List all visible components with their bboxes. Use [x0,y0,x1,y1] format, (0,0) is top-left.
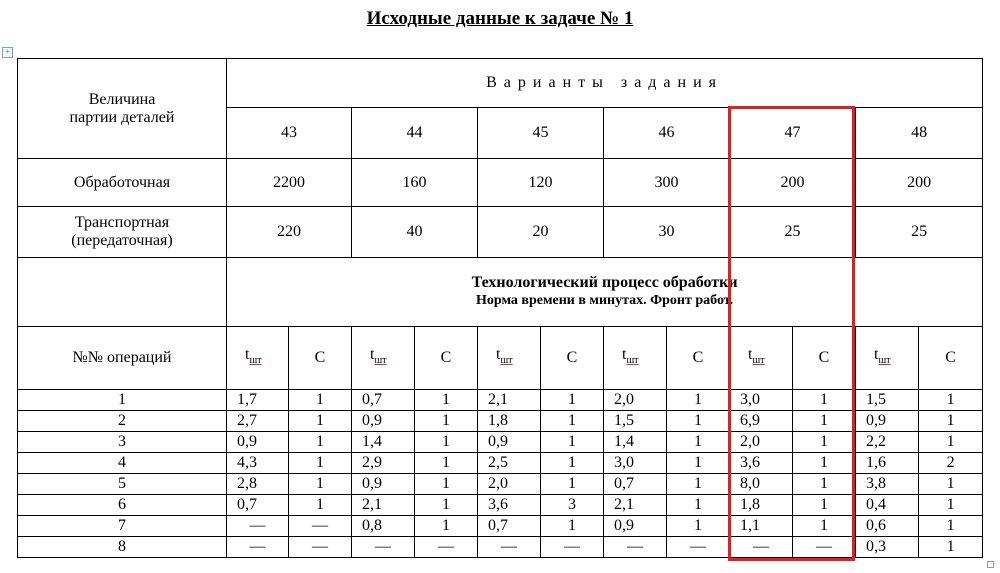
workstations-cell: 1 [919,495,983,516]
time-norm-cell: — [478,537,541,558]
operation-number: 1 [18,390,227,411]
time-norm-cell: — [604,537,667,558]
transport-batch-value: 25 [856,207,983,258]
transport-batch-value: 30 [604,207,730,258]
variant-number: 45 [478,108,604,159]
time-norm-header: $t_{шт}$ [478,327,541,390]
time-norm-cell: 3,8 [856,474,919,495]
transport-batch-value: 220 [227,207,352,258]
source-data-table [17,58,983,558]
time-norm-cell: 2,1 [352,495,415,516]
time-norm-cell: 1,4 [352,432,415,453]
time-norm-cell: 1,6 [856,453,919,474]
time-norm-cell: 0,7 [604,474,667,495]
transport-batch-value: 25 [730,207,856,258]
workstations-cell: 1 [793,390,856,411]
time-norm-cell: — [730,537,793,558]
workstations-cell: 1 [415,495,478,516]
time-norm-cell: 2,5 [478,453,541,474]
workstations-cell: — [415,537,478,558]
processing-batch-value: 200 [856,159,983,207]
time-norm-cell: — [227,516,289,537]
processing-batch-value: 200 [730,159,856,207]
workstations-cell: 1 [415,516,478,537]
time-norm-cell: 2,8 [227,474,289,495]
operation-number: 6 [18,495,227,516]
workstations-cell: 1 [415,411,478,432]
workstations-header: С [289,327,352,390]
workstations-cell: 1 [289,453,352,474]
time-norm-cell: 2,0 [478,474,541,495]
time-norm-cell: — [352,537,415,558]
time-norm-header: $t_{шт}$ [227,327,289,390]
batch-size-label: Величина партии деталей [18,59,227,159]
time-norm-header: $t_{шт}$ [730,327,793,390]
time-norm-cell: 2,1 [604,495,667,516]
workstations-cell: — [793,537,856,558]
variants-heading: Варианты задания [227,59,983,108]
workstations-cell: 1 [541,390,604,411]
transport-batch-value: 40 [352,207,478,258]
workstations-cell: 1 [289,432,352,453]
workstations-cell: 1 [541,411,604,432]
variant-number: 47 [730,108,856,159]
processing-batch-value: 160 [352,159,478,207]
workstations-cell: 1 [793,453,856,474]
workstations-header: С [919,327,983,390]
workstations-cell: — [289,537,352,558]
workstations-cell: 1 [541,474,604,495]
time-norm-cell: 0,6 [856,516,919,537]
workstations-cell: — [541,537,604,558]
time-norm-cell: 0,7 [227,495,289,516]
table-row [18,453,983,474]
table-row [18,516,983,537]
transport-batch-label: Транспортная (передаточная) [18,207,227,258]
variant-number: 48 [856,108,983,159]
workstations-cell: 1 [793,432,856,453]
workstations-cell: 1 [289,495,352,516]
workstations-cell: 1 [793,495,856,516]
end-of-cell-mark [987,561,994,568]
empty-cell [18,258,227,327]
table-row [18,474,983,495]
workstations-cell: 1 [919,390,983,411]
workstations-cell: 1 [541,516,604,537]
processing-batch-value: 300 [604,159,730,207]
processing-batch-label: Обработочная [18,159,227,207]
workstations-cell: 1 [289,474,352,495]
time-norm-cell: 0,9 [856,411,919,432]
time-norm-cell: 0,8 [352,516,415,537]
operation-number: 4 [18,453,227,474]
time-norm-cell: 8,0 [730,474,793,495]
workstations-cell: 1 [919,537,983,558]
workstations-cell: 1 [919,516,983,537]
operation-number: 7 [18,516,227,537]
workstations-cell: 1 [667,495,730,516]
processing-batch-value: 120 [478,159,604,207]
workstations-cell: 1 [415,432,478,453]
workstations-cell: 1 [919,432,983,453]
workstations-cell: 1 [919,411,983,432]
time-norm-cell: 2,2 [856,432,919,453]
table-row [18,432,983,453]
workstations-cell: 1 [793,474,856,495]
time-norm-cell: 3,0 [604,453,667,474]
time-norm-cell: 1,8 [730,495,793,516]
table-row [18,537,983,558]
workstations-cell: 1 [919,474,983,495]
workstations-cell: 1 [541,453,604,474]
table-row [18,411,983,432]
time-norm-cell: 3,6 [478,495,541,516]
time-norm-cell: 0,4 [856,495,919,516]
workstations-cell: 1 [415,453,478,474]
workstations-cell: 1 [667,516,730,537]
workstations-cell: 1 [793,516,856,537]
table-row [18,390,983,411]
operation-number: 2 [18,411,227,432]
operation-number: 8 [18,537,227,558]
time-norm-cell: 3,0 [730,390,793,411]
workstations-cell: 1 [415,474,478,495]
workstations-header: С [541,327,604,390]
workstations-cell: — [289,516,352,537]
time-norm-cell: 3,6 [730,453,793,474]
tech-process-title: Технологический процесс обработки [471,274,738,291]
time-norm-cell: 0,9 [478,432,541,453]
tech-process-heading [227,258,983,327]
time-norm-cell: 1,5 [856,390,919,411]
time-norm-cell: 2,0 [604,390,667,411]
operation-number: 3 [18,432,227,453]
table-move-handle-icon[interactable]: + [2,47,13,58]
time-norm-cell: 2,0 [730,432,793,453]
workstations-cell: 1 [289,390,352,411]
workstations-cell: 3 [541,495,604,516]
operation-number: 5 [18,474,227,495]
workstations-cell: 1 [667,474,730,495]
workstations-cell: 1 [667,390,730,411]
workstations-cell: — [667,537,730,558]
workstations-cell: 1 [289,411,352,432]
time-norm-cell: 1,5 [604,411,667,432]
tech-process-subtitle: Норма времени в минутах. Фронт работ. [476,293,734,308]
time-norm-cell: 1,4 [604,432,667,453]
workstations-header: С [415,327,478,390]
workstations-header: С [667,327,730,390]
time-norm-cell: 0,7 [352,390,415,411]
time-norm-cell: 2,7 [227,411,289,432]
time-norm-cell: 4,3 [227,453,289,474]
time-norm-cell: 2,1 [478,390,541,411]
time-norm-header: $t_{шт}$ [856,327,919,390]
workstations-cell: 1 [667,411,730,432]
workstations-cell: 1 [667,432,730,453]
operations-label: №№ операций [18,327,227,390]
processing-batch-value: 2200 [227,159,352,207]
time-norm-cell: 0,7 [478,516,541,537]
time-norm-cell: 0,9 [227,432,289,453]
time-norm-cell: — [227,537,289,558]
time-norm-cell: 2,9 [352,453,415,474]
time-norm-cell: 6,9 [730,411,793,432]
time-norm-cell: 1,7 [227,390,289,411]
workstations-cell: 1 [415,390,478,411]
variant-number: 44 [352,108,478,159]
time-norm-cell: 1,1 [730,516,793,537]
time-norm-header: $t_{шт}$ [604,327,667,390]
workstations-header: С [793,327,856,390]
workstations-cell: 1 [541,432,604,453]
time-norm-cell: 1,8 [478,411,541,432]
time-norm-cell: 0,9 [352,411,415,432]
workstations-cell: 1 [667,453,730,474]
time-norm-header: $t_{шт}$ [352,327,415,390]
table-row [18,495,983,516]
workstations-cell: 2 [919,453,983,474]
workstations-cell: 1 [793,411,856,432]
page-title: Исходные данные к задаче № 1 [366,8,634,29]
time-norm-cell: 0,9 [604,516,667,537]
transport-batch-value: 20 [478,207,604,258]
variant-number: 46 [604,108,730,159]
variant-number: 43 [227,108,352,159]
time-norm-cell: 0,3 [856,537,919,558]
time-norm-cell: 0,9 [352,474,415,495]
